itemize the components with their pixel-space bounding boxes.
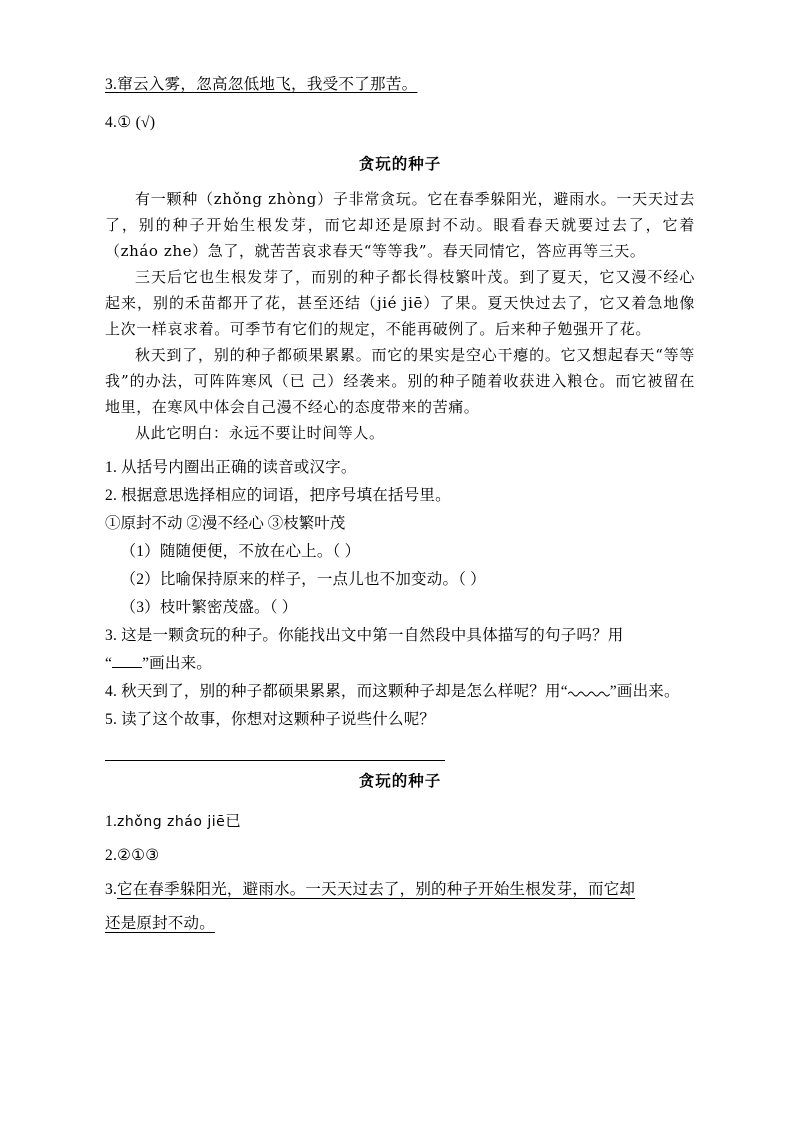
spacer [105, 761, 695, 769]
article-body [105, 186, 695, 446]
answer-3-line-1: 它在春季躲阳光，避雨水。一天天过去了，别的种子开始生根发芽，而它却 [117, 881, 636, 898]
answer-1-char: 已 [225, 813, 241, 830]
straight-line-mark-icon [112, 654, 142, 668]
option-item-3: （3）枝叶繁密茂盛。（ ） [120, 599, 298, 616]
article-paragraph: 秋天到了，别的种子都硕果累累。而它的果实是空心干瘪的。它又想起春天“等等我”的办法，可阵阵寒风（已 己）经袭来。别的种子随着收获进入粮仓。而它被留在地里，在寒风中体会自己漫不经心的态度带来的苦痛。 [105, 346, 695, 416]
option-item-2: （2）比喻保持原来的样子，一点儿也不加变动。（ ） [120, 571, 486, 588]
question-3-quote-open: “ [105, 655, 113, 672]
option-item-1: （1）随随便便，不放在心上。（ ） [120, 543, 361, 560]
answer-3 [105, 873, 695, 907]
question-2: 2. 根据意思选择相应的词语，把序号填在括号里。 [105, 487, 451, 504]
article-paragraph: 从此它明白：永远不要让时间等人。 [135, 424, 385, 442]
top-answer-3: 3.窜云入雾，忽高忽低地飞，我受不了那苦。 [105, 76, 418, 93]
answer-1-number: 1. [105, 813, 118, 830]
spacer [105, 138, 695, 152]
question-3 [105, 622, 695, 678]
spacer [105, 791, 695, 805]
question-4-text-b: ”画出来。 [609, 683, 680, 700]
question-5: 5. 读了这个故事，你想对这颗种子说些什么呢？ [105, 711, 436, 728]
answer-3-line-2: 还是原封不动。 [105, 915, 215, 932]
wavy-line-mark-icon [568, 685, 610, 698]
question-1: 1. 从括号内圈出正确的读音或汉字。 [105, 459, 357, 476]
article-paragraph: 三天后它也生根发芽了，而别的种子都长得枝繁叶茂。到了夏天，它又漫不经心起来，别的禾苗都开了花，甚至还结（jié jiē）了果。夏天快过去了，它又着急地像上次一样哀求着。可季节有它们的规定，不能再破例了。后来种子勉强开了花。 [105, 268, 695, 338]
top-answer-4: 4.① (√) [105, 114, 156, 131]
question-4-text-a: 4. 秋天到了，别的种子都硕果累累，而这颗种子却是怎么样呢？用“ [105, 683, 568, 700]
spacer [105, 100, 695, 108]
answer-1-pinyin: zhǒng zháo jiē [117, 814, 226, 830]
page-content [105, 70, 695, 941]
answer-2: 2.②①③ [105, 847, 160, 864]
word-options: ①原封不动 ②漫不经心 ③枝繁叶茂 [105, 515, 346, 532]
answer-3-continued [105, 907, 695, 941]
answer-3-number: 3. [105, 881, 118, 898]
answer-section-title: 贪玩的种子 [358, 772, 442, 790]
spacer [105, 446, 695, 454]
question-4 [105, 678, 695, 706]
question-3-text-a: 3. 这是一颗贪玩的种子。你能找出文中第一自然段中具体描写的句子吗？用 [105, 627, 624, 644]
question-3-text-b: ”画出来。 [142, 655, 212, 672]
answer-1 [105, 805, 695, 839]
article-paragraph: 有一颗种（zhǒng zhòng）子非常贪玩。它在春季躲阳光，避雨水。一天天过去了，别的种子开始生根发芽，而它却还是原封不动。眼看春天就要过去了，它着（zháo zhe）急了，就苦苦哀求春天“等等我”。春天同情它，答应再等三天。 [105, 190, 695, 260]
article-title: 贪玩的种子 [358, 155, 442, 173]
